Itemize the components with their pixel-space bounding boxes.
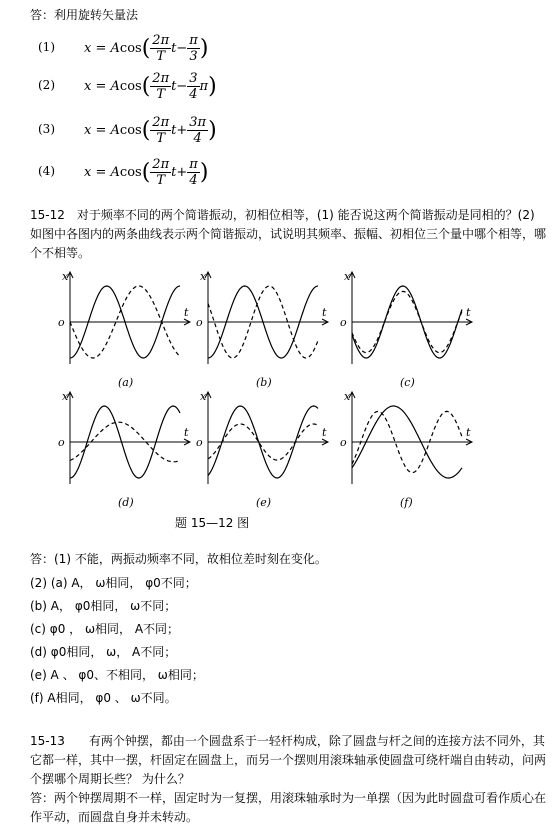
eq-amp: A xyxy=(110,40,120,56)
question-15-13 xyxy=(30,732,550,827)
eq-phase-den: 4 xyxy=(193,130,202,146)
eq-sign: − xyxy=(176,78,188,94)
eq-equals: = xyxy=(95,164,107,180)
eq-lhs: x xyxy=(84,122,92,138)
eq-paren-open: ( xyxy=(141,117,151,143)
x-axis-label: t xyxy=(184,306,189,319)
eq-phase-num: π xyxy=(189,32,198,48)
eq-amp: A xyxy=(110,122,120,138)
y-axis-label: x xyxy=(344,270,351,283)
origin-label: o xyxy=(58,316,65,329)
panel-caption: (d) xyxy=(118,496,134,509)
panel-caption: (c) xyxy=(400,376,415,389)
eq-func: cos xyxy=(119,40,142,56)
eq-frac-den: T xyxy=(156,130,166,146)
eq-sign: − xyxy=(176,40,188,56)
equation-1 xyxy=(38,28,338,68)
eq-frac-den: T xyxy=(156,172,166,188)
eq-paren-close: ) xyxy=(208,73,217,99)
eq-phase-frac xyxy=(187,71,199,102)
x-axis-label: t xyxy=(322,306,327,319)
eq-var: t xyxy=(171,40,177,56)
y-axis-label: x xyxy=(62,270,69,283)
equation-label: (3) xyxy=(38,122,55,136)
answer-15-12-item: (f) A相同， φ0 、 ω不同。 xyxy=(30,691,177,705)
equation-4 xyxy=(38,152,338,192)
question-15-12: 15-12 对于频率不同的两个简谐振动，初相位相等，(1) 能否说这两个简谐振动是同相的？(2) 如图中各图内的两条曲线表示两个简谐振动，试说明其频率、振幅、初相位三个量中哪个相等，哪个不相等。 xyxy=(30,208,547,260)
x-axis-label: t xyxy=(322,426,327,439)
equation-formula xyxy=(84,28,208,68)
eq-phase-frac xyxy=(187,33,200,64)
answer-15-13-text: 答：两个钟摆周期不一样，固定时为一复摆，用滚珠轴承时为一单摆（因为此时圆盘可看作质心在作平动，而圆盘自身并未转动。 xyxy=(30,791,547,824)
origin-label: o xyxy=(196,436,203,449)
eq-paren-close: ) xyxy=(208,117,217,143)
question-15-13-text: 15-13 有两个钟摆，都由一个圆盘系于一轻杆构成，除了圆盘与杆之间的连接方法不同外，其它都一样，其中一摆，杆固定在圆盘上，而另一个摆则用滚珠轴承使圆盘可绕杆端自由转动，问两个摆哪个周期长些？ 为什么？ xyxy=(30,734,547,786)
origin-label: o xyxy=(58,436,65,449)
eq-paren-open: ( xyxy=(141,35,151,61)
eq-var: t xyxy=(171,78,177,94)
equation-label: (2) xyxy=(38,78,55,92)
equation-2 xyxy=(38,66,338,106)
eq-equals: = xyxy=(95,122,107,138)
eq-phase-suffix: π xyxy=(199,78,209,94)
y-axis-label: x xyxy=(62,390,69,403)
panel-caption: (e) xyxy=(256,496,272,509)
eq-frac-num: 2π xyxy=(152,156,170,172)
eq-func: cos xyxy=(119,164,142,180)
x-axis-label: t xyxy=(184,426,189,439)
equation-3 xyxy=(38,110,338,150)
eq-phase-frac xyxy=(187,157,200,188)
eq-phase-den: 4 xyxy=(189,86,198,102)
eq-frac xyxy=(150,33,171,64)
panel-caption: (f) xyxy=(400,496,413,509)
eq-frac-num: 2π xyxy=(152,32,170,48)
eq-func: cos xyxy=(119,78,142,94)
eq-phase-num: π xyxy=(189,156,198,172)
answer-15-12-line1: 答：(1) 不能，两振动频率不同，故相位差时刻在变化。 xyxy=(30,552,327,566)
y-axis-label: x xyxy=(200,390,207,403)
panel-caption: (b) xyxy=(256,376,272,389)
origin-label: o xyxy=(340,316,347,329)
eq-equals: = xyxy=(95,78,107,94)
equation-label: (4) xyxy=(38,164,55,178)
equation-formula xyxy=(84,66,217,106)
eq-phase-frac xyxy=(187,115,208,146)
eq-frac-den: T xyxy=(156,48,166,64)
eq-paren-open: ( xyxy=(141,159,151,185)
x-axis-label: t xyxy=(466,306,471,319)
equation-formula xyxy=(84,110,217,150)
equation-formula xyxy=(84,152,208,192)
y-axis-label: x xyxy=(200,270,207,283)
eq-frac-den: T xyxy=(156,86,166,102)
panel-caption: (a) xyxy=(118,376,134,389)
eq-phase-den: 4 xyxy=(189,172,198,188)
eq-phase-num: 3 xyxy=(189,70,198,86)
eq-var: t xyxy=(171,164,177,180)
x-axis-label: t xyxy=(466,426,471,439)
eq-frac xyxy=(150,157,171,188)
eq-phase-num: 3π xyxy=(189,114,207,130)
eq-paren-close: ) xyxy=(199,35,209,61)
origin-label: o xyxy=(340,436,347,449)
eq-equals: = xyxy=(95,40,107,56)
eq-frac xyxy=(150,71,171,102)
origin-label: o xyxy=(196,316,203,329)
eq-frac-num: 2π xyxy=(152,70,170,86)
eq-amp: A xyxy=(110,78,120,94)
answer-intro: 答：利用旋转矢量法 xyxy=(30,8,139,22)
answer-15-12-item: (e) A 、 φ0、不相同， ω相同； xyxy=(30,668,204,682)
eq-amp: A xyxy=(110,164,120,180)
eq-phase-den: 3 xyxy=(189,48,198,64)
figure-15-12 xyxy=(0,262,558,532)
eq-lhs: x xyxy=(84,78,92,94)
eq-paren-open: ( xyxy=(141,73,151,99)
eq-var: t xyxy=(171,122,177,138)
eq-paren-close: ) xyxy=(199,159,209,185)
equation-label: (1) xyxy=(38,40,55,54)
answer-15-12-item: (b) A， φ0相同， ω不同； xyxy=(30,599,177,613)
answer-15-12-item: (c) φ0 ， ω相同， A不同； xyxy=(30,622,180,636)
eq-func: cos xyxy=(119,122,142,138)
eq-frac xyxy=(150,115,171,146)
figure-title: 题 15—12 图 xyxy=(175,516,250,530)
eq-lhs: x xyxy=(84,164,92,180)
eq-lhs: x xyxy=(84,40,92,56)
eq-sign: + xyxy=(176,122,188,138)
answer-15-12-item: (d) φ0相同， ω， A不同； xyxy=(30,645,177,659)
answer-15-12-item: (2) (a) A， ω相同， φ0不同； xyxy=(30,576,197,590)
eq-sign: + xyxy=(176,164,188,180)
eq-frac-num: 2π xyxy=(152,114,170,130)
y-axis-label: x xyxy=(344,390,351,403)
